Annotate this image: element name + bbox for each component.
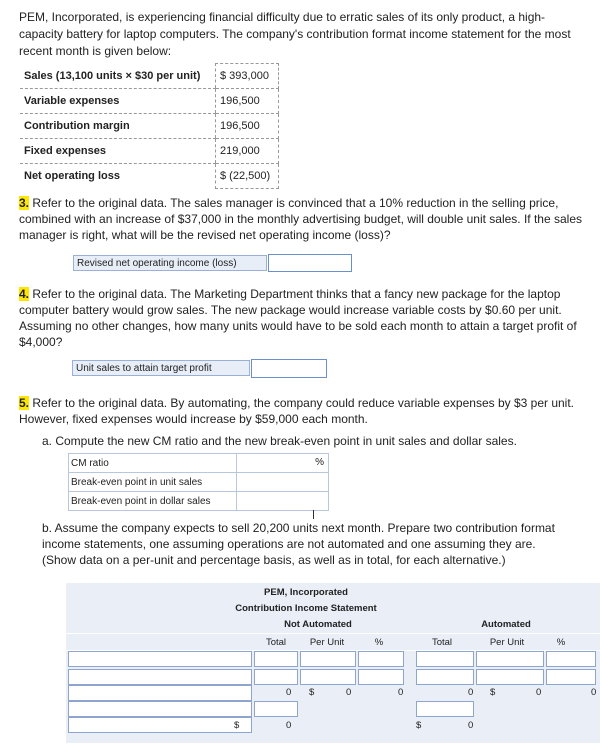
per-unit-header-1: Per Unit [309, 637, 345, 648]
percent-header-1: % [374, 637, 384, 648]
percent-unit: % [315, 457, 324, 468]
per-unit-header-2: Per Unit [489, 637, 525, 648]
dollar-sign: $ [309, 687, 315, 698]
total-header-1: Total [265, 637, 287, 648]
variable-expenses-label: Variable expenses [20, 89, 216, 114]
cm-ratio-label: CM ratio [69, 454, 237, 473]
zero-value: 0 [591, 687, 597, 698]
variable-expenses-value: 196,500 [216, 89, 279, 114]
revised-noi-input[interactable] [268, 254, 352, 272]
zero-value: 0 [286, 687, 292, 698]
zero-value: 0 [536, 687, 542, 698]
table-row [20, 64, 279, 89]
table-row [69, 473, 329, 492]
row-label-input[interactable] [68, 701, 252, 717]
contribution-margin-label: Contribution margin [20, 114, 216, 139]
grid-line [66, 633, 600, 634]
cell-input[interactable] [254, 669, 298, 685]
table-row [20, 89, 279, 114]
question-4-text: Refer to the original data. The Marketing Department thinks that a fancy new package for the laptop computer battery would grow sales. The new package would increase variable costs by $0.60 per unit. Assuming no other changes, how many units would have to be sold each month to attain a target profit of $4,000? [19, 287, 577, 349]
cell-input[interactable] [476, 669, 544, 685]
break-even-units-input[interactable] [237, 473, 329, 492]
cell-input[interactable] [546, 651, 596, 667]
fixed-expenses-value: 219,000 [216, 139, 279, 164]
zero-value: 0 [468, 687, 474, 698]
cm-ratio-table [68, 453, 329, 511]
break-even-units-label: Break-even point in unit sales [69, 473, 237, 492]
cell-input[interactable] [416, 669, 474, 685]
row-label-input[interactable] [68, 717, 252, 733]
percent-header-2: % [556, 637, 566, 648]
table-row [20, 139, 279, 164]
not-automated-header: Not Automated [284, 619, 352, 630]
cell-input[interactable] [546, 669, 596, 685]
dollar-sign: $ [234, 720, 240, 731]
break-even-dollars-input[interactable] [237, 492, 329, 511]
cell-input[interactable] [416, 651, 474, 667]
net-operating-loss-label: Net operating loss [20, 164, 216, 189]
unit-sales-target-input[interactable] [251, 359, 327, 378]
fixed-expenses-label: Fixed expenses [20, 139, 216, 164]
zero-value: 0 [286, 720, 292, 731]
zero-value: 0 [468, 720, 474, 731]
statement-title: Contribution Income Statement [235, 603, 377, 614]
unit-sales-target-label: Unit sales to attain target profit [72, 360, 250, 376]
zero-value: 0 [346, 687, 352, 698]
contribution-income-statement [66, 583, 600, 743]
intro-paragraph: PEM, Incorporated, is experiencing financial difficulty due to erratic sales of its only product, a high-capacity battery for laptop computers. The company's contribution format income statement for the most recent month is given below: [19, 10, 571, 58]
table-row [20, 164, 279, 189]
cell-input[interactable] [300, 651, 356, 667]
table-row [20, 114, 279, 139]
dollar-sign: $ [490, 687, 496, 698]
revised-noi-label: Revised net operating income (loss) [73, 255, 267, 271]
row-label-input[interactable] [68, 685, 252, 701]
company-name: PEM, Incorporated [264, 587, 348, 598]
sales-label: Sales (13,100 units × $30 per unit) [20, 64, 216, 89]
break-even-dollars-label: Break-even point in dollar sales [69, 492, 237, 511]
question-3 [19, 195, 584, 243]
cell-input[interactable] [416, 701, 474, 717]
question-5-text: Refer to the original data. By automating, the company could reduce variable expenses by $3 per unit. However, fixed expenses would increase by $59,000 each month. [19, 396, 575, 426]
cell-input[interactable] [254, 651, 298, 667]
question-5-part-b: b. Assume the company expects to sell 20,200 units next month. Prepare two contribution format income statements, one assuming operations are not automated and one assuming they are. (Show data on a per-unit and percentage basis, as well as in total, for each alternative.) [42, 521, 555, 567]
cell-input[interactable] [476, 651, 544, 667]
table-row [69, 492, 329, 511]
text-cursor [313, 510, 314, 519]
sales-value: $ 393,000 [216, 64, 279, 89]
row-label-input[interactable] [68, 669, 252, 685]
question-5-part-a: a. Compute the new CM ratio and the new break-even point in unit sales and dollar sales. [42, 434, 517, 448]
income-statement-table [20, 63, 279, 189]
cell-input[interactable] [254, 701, 298, 717]
total-header-2: Total [431, 637, 453, 648]
cm-ratio-input[interactable] [237, 454, 329, 473]
question-3-number: 3. [19, 196, 30, 210]
question-3-text: Refer to the original data. The sales manager is convinced that a 10% reduction in the selling price, combined with an increase of $37,000 in the monthly advertising budget, will double unit sales. If the sales manager is right, what will be the revised net operating income (loss)? [19, 196, 583, 242]
cell-input[interactable] [300, 669, 356, 685]
row-label-input[interactable] [68, 651, 252, 667]
zero-value: 0 [398, 687, 404, 698]
automated-header: Automated [481, 619, 531, 630]
contribution-margin-value: 196,500 [216, 114, 279, 139]
cell-input[interactable] [358, 669, 404, 685]
question-4 [19, 286, 584, 350]
question-5-number: 5. [19, 396, 30, 410]
cell-input[interactable] [358, 651, 404, 667]
question-4-number: 4. [19, 287, 30, 301]
net-operating-loss-value: $ (22,500) [216, 164, 279, 189]
dollar-sign: $ [416, 720, 422, 731]
table-row [69, 454, 329, 473]
question-5 [19, 395, 584, 427]
